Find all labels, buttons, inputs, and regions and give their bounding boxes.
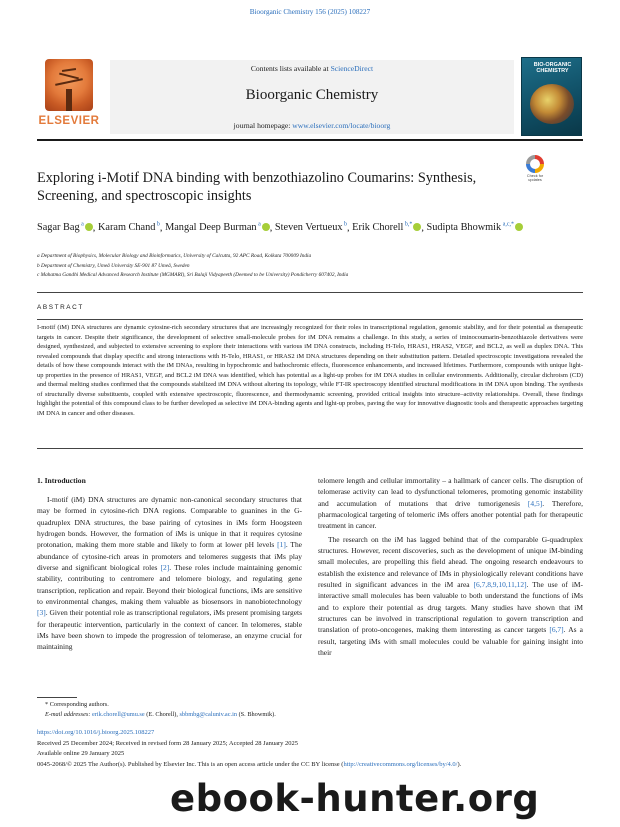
email-label: E-mail addresses: [45,711,92,718]
license-text: 0045-2068/© 2025 The Author(s). Published by Elsevier Inc. This is an open access article under the CC BY license ( [37,760,344,768]
footnotes [45,700,585,720]
affiliation-b: b Department of Chemistry, Umeå University SE-901 87 Umeå, Sweden [37,262,190,269]
publisher-wordmark: ELSEVIER [38,115,100,127]
abstract-divider [37,319,583,320]
abstract-text: I-motif (iM) DNA structures are dynamic cytosine-rich secondary structures that are increasingly recognized for their roles in transcriptional regulation, genomic stability, and for their potential as therapeutic targets in cancer. Despite their significance, the development of selective small-molecule probes for iM DNA remains a challenge. In this study, a series of iminocoumarin-benzothiazole derivatives were designed, synthesized, and subjected to extensive screening to explore their interactions with various iM DNA constructs, including H-Telo, HRAS1, HRAS2, VEGF, and BCL2, as well as duplex DNA. This revealed compounds that display specific and strong interactions with H-Telo, HRAS1, or HRAS2 iM DNA structures depending on their substitution pattern. Detailed spectroscopic investigations revealed the details of how these compounds interact with the iM DNAs, resulting in hypochromic and bathochromic effects, fluorescence enhancements, and increased lifetimes. Furthermore, compounds with unique light-up properties in the presence of HRAS1, VEGF, and BCL2 iM DNA was identified, which has potential as a light-up probes for iM DNA studies in cellular environments. Additionally, circular dichroism (CD) and thermal melting studies confirmed that the compounds stabilized iM DNA without altering its topology, while FT-IR spectroscopy identified structural modifications in iM DNA upon binding. The synthesis of structurally diverse substituents, coupled with extensive spectroscopic, fluorescence, and thermodynamic screening, provided critical insights into structure–activity relationships. Overall, these findings highlight the potential of this compound class to be further developed as selective iM DNA-binding agents and light-up probes, paving the way for innovative diagnostic tools and therapeutic approaches targeting iM DNA in cancer and other diseases. [37,324,583,417]
citation-link[interactable]: [6,7] [549,625,564,635]
body-text: . The use of iM-interactive small molecules has been valuable to both understand the functions of iMs and to explore their potential as drug targets. Many studies have shown that iM structures can be involved in transcriptional regulation to govern transcription and translation of proto-oncogenes, making them interesting as cancer targets [318,580,583,635]
orcid-icon[interactable] [262,223,270,231]
received-dates: Received 25 December 2024; Received in revised form 28 January 2025; Accepted 28 January 2025 [37,739,298,747]
author-name: Mangal Deep Burman [165,222,257,234]
doi-link[interactable]: https://doi.org/10.1016/j.bioorg.2025.108227 [37,729,155,736]
email-owner: (S. Bhowmik). [237,711,276,718]
citation-link[interactable]: [3] [37,608,46,618]
body-text: telomere length and cellular immortality – a hallmark of cancer cells. The disruption of telomerase activity can lead to dysfunctional telomeres, promoting genomic instability and accumulation of mutations that drive tumorigenesis [318,476,583,508]
body-text: . These roles include maintaining genomic stability, contributing to centromere and telomere biology, and regulating gene transcription, replication and repair. Beyond their biological functions, iMs are sensitive to environmental changes, making them valuable as biosensors in nanobiotechnology [37,563,302,607]
publication-info [37,728,597,770]
email-addresses [45,710,585,720]
author[interactable] [98,222,160,233]
contents-prefix: Contents lists available at [250,64,331,73]
author-affiliation-marker[interactable]: a [79,222,84,228]
footnote-divider [37,697,77,698]
author-affiliation-marker[interactable]: a,c,* [501,222,515,228]
cover-art-image [530,84,574,124]
body-text: . Given their potential role as transcriptional regulators, iMs present promising targets for therapeutic intervention, particularly in the context of cancer. In telomeres, stable iMs have been shown to impede the progression of telomerase, an enzyme crucial for maintaining [37,608,302,652]
check-for-updates-badge[interactable] [520,155,550,185]
license-suffix: ). [457,760,462,768]
author-name: Erik Chorell [352,222,404,234]
paragraph [318,475,583,532]
affiliation-c: c Mahatma Gandhi Medical Advanced Research Institute (MGMARI), Sri Balaji Vidyapeeth (Deemed to be University) Pondicherry 607402, India [37,272,349,278]
license-line [37,760,597,771]
author-separator: , [269,222,275,234]
author-separator: , [421,222,427,234]
body-column-right [318,475,583,659]
author-affiliation-marker[interactable]: b,* [403,222,413,228]
body-text: . Therefore, pharmacological targeting of telomeric iMs offers another potential path for therapeutic treatment in cancer. [318,498,584,531]
available-online: Available online 29 January 2025 [37,750,125,757]
author[interactable] [37,222,93,233]
email-link-chorell[interactable]: erik.chorell@umu.se [92,711,145,718]
body-text: The research on the iM has lagged behind that of the comparable G-quadruplex structures. However, recent discoveries, such as the development of unique iM-binding small molecules, are propelling this field ahead. The ongoing research endeavours to establish the existence and relevance of IMs in physiologically relevant conditions have resulted in significant advances in the iM area [318,534,583,590]
orcid-icon[interactable] [515,223,523,231]
author-name: Sagar Bag [37,222,80,234]
homepage-prefix: journal homepage: [233,121,293,130]
author-list [37,218,567,235]
paragraph [318,534,583,659]
journal-reference[interactable]: Bioorganic Chemistry 156 (2025) 108227 [249,8,371,16]
body-column-left [37,494,302,653]
author-affiliation-marker[interactable]: b [155,222,160,228]
orcid-icon[interactable] [85,223,93,231]
author-separator: , [159,222,166,234]
author-separator: , [347,222,353,234]
elsevier-tree-icon [45,59,93,111]
check-updates-label: Check for updates [526,174,544,183]
abstract-bottom-divider [37,448,583,449]
contents-line [110,64,514,73]
section-heading-introduction: 1. Introduction [37,476,86,485]
journal-title: Bioorganic Chemistry [245,87,379,103]
affiliation-divider [37,292,583,293]
affiliation-a: a Department of Biophysics, Molecular Biology and Bioinformatics, University of Calcutta, 92 APC Road, Kolkata 700009 India [37,253,312,259]
author-name: Sudipta Bhowmik [426,222,502,234]
watermark-text: ebook-hunter.org [170,777,540,820]
affiliations [37,252,583,281]
author-name: Steven Vertueux [274,222,343,234]
journal-header [110,60,514,134]
author-affiliation-marker[interactable]: a [256,222,261,228]
homepage-line [110,121,514,130]
author[interactable] [427,222,524,233]
corresponding-authors-note: * Corresponding authors. [45,701,109,708]
author-affiliation-marker[interactable]: b [342,222,348,228]
author[interactable] [275,222,347,233]
citation-link[interactable]: [1] [277,540,286,550]
elsevier-logo[interactable] [37,57,101,135]
cover-title: BIO-ORGANIC CHEMISTRY [533,62,572,74]
body-text: . As a result, targeting iMs with small molecules could be valuable for gaining insight into their [318,625,583,658]
email-link-bhowmik[interactable]: sbbmbg@caluniv.ac.in [179,711,237,718]
article-title: Exploring i-Motif DNA binding with benzothiazolino Coumarins: Synthesis, Screening, and spectroscopic insights [37,170,477,204]
author-name: Karam Chand [97,222,156,234]
journal-homepage-link[interactable]: www.elsevier.com/locate/bioorg [292,121,391,130]
citation-link[interactable]: [6,7,8,9,10,11,12] [473,580,527,590]
header-divider [37,139,583,141]
author-separator: , [92,222,98,234]
author[interactable] [352,222,421,233]
body-text: I-motif (iM) DNA structures are dynamic non-canonical secondary structures that may be formed in cytosine-rich DNA regions. Comparable to guanines in the G-quadruplex DNA structures, the base pairing of cytosines in iMs form Hoogsteen hydrogen bonds. However, the formation of iMs is unique in that it requires cytosine protonation, making them more stable and likely to form at lower pH levels [37,495,302,550]
cc-license-link[interactable]: http://creativecommons.org/licenses/by/4.0/ [343,760,458,768]
sciencedirect-link[interactable]: ScienceDirect [330,64,374,73]
citation-link[interactable]: [4,5] [527,498,543,508]
journal-cover-thumbnail[interactable] [521,57,582,136]
email-owner: (E. Chorell), [144,711,180,718]
author[interactable] [165,222,270,233]
body-text: . The abundance of cytosine-rich areas in promoters and telomeres suggests that iMs play diverse and significant biological roles [37,540,302,573]
abstract-heading: ABSTRACT [37,304,84,311]
citation-link[interactable]: [2] [160,563,170,573]
